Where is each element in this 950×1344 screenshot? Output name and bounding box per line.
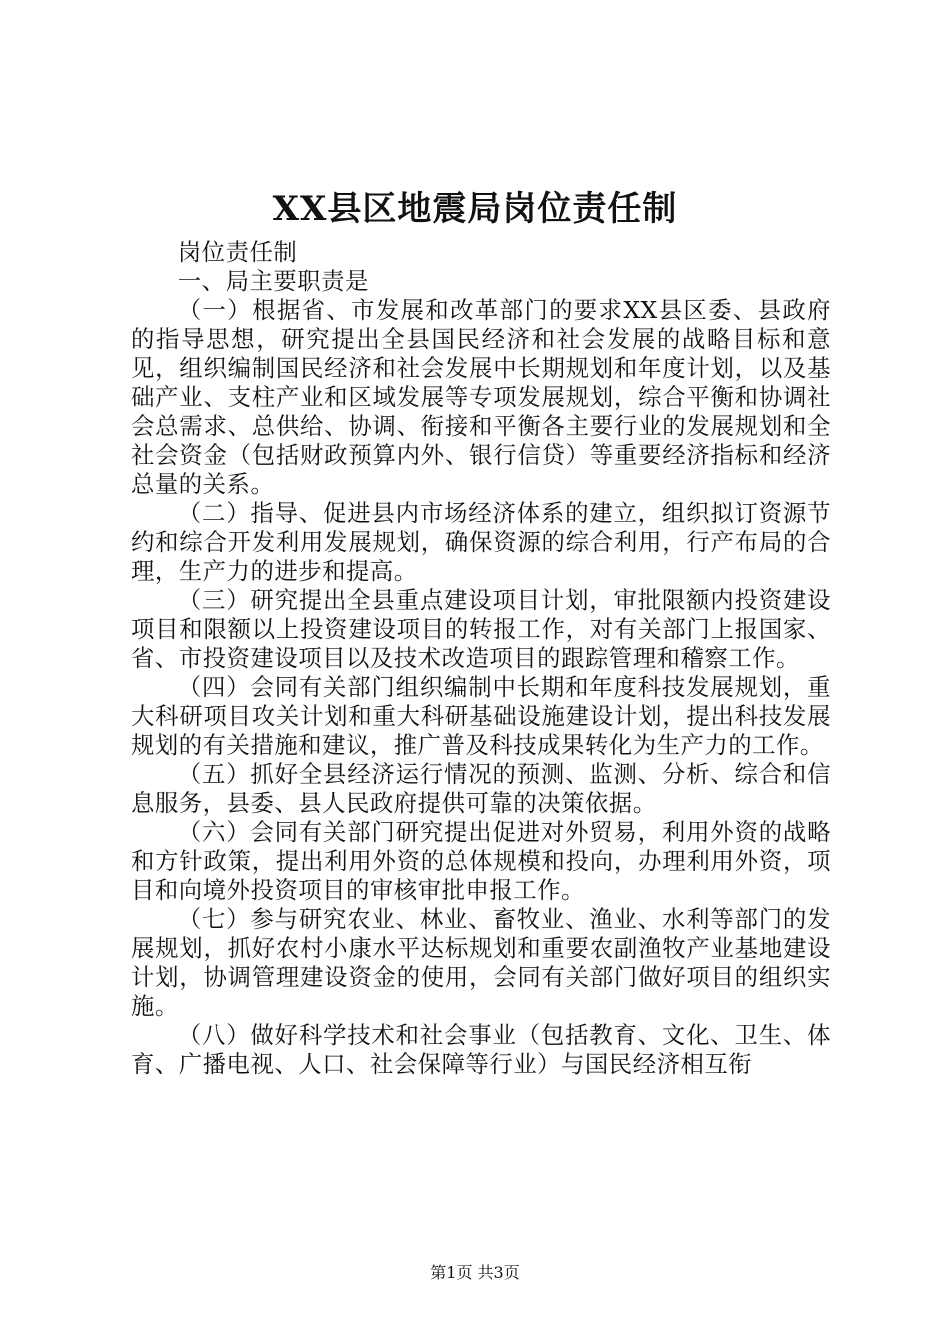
paragraph: 岗位责任制 [177, 238, 298, 266]
paragraph: （五）抓好全县经济运行情况的预测、监测、分析、综合和信息服务，县委、县人民政府提供可靠的决策依据。 [131, 760, 831, 817]
paragraph: （七）参与研究农业、林业、畜牧业、渔业、水利等部门的发展规划，抓好农村小康水平达标规划和重要农副渔牧产业基地建设计划，协调管理建设资金的使用，会同有关部门做好项目的组织实施。 [131, 905, 831, 1020]
paragraph: （二）指导、促进县内市场经济体系的建立，组织拟订资源节约和综合开发利用发展规划，确保资源的综合利用，行产布局的合理，生产力的进步和提高。 [131, 499, 831, 585]
paragraph: （四）会同有关部门组织编制中长期和年度科技发展规划，重大科研项目攻关计划和重大科研基础设施建设计划，提出科技发展规划的有关措施和建议，推广普及科技成果转化为生产力的工作。 [131, 673, 831, 759]
paragraph: （一）根据省、市发展和改革部门的要求XX县区委、县政府的指导思想，研究提出全县国民经济和社会发展的战略目标和意见，组织编制国民经济和社会发展中长期规划和年度计划，以及基础产业、支柱产业和区域发展等专项发展规划，综合平衡和协调社会总需求、总供给、协调、衔接和平衡各主要行业的发展规划和全社会资金（包括财政预算内外、银行信贷）等重要经济指标和经济总量的关系。 [131, 296, 831, 498]
page-footer: 第1页 共3页 [430, 1263, 520, 1282]
document-body [131, 238, 831, 1079]
paragraph: （八）做好科学技术和社会事业（包括教育、文化、卫生、体育、广播电视、人口、社会保障等行业）与国民经济相互衔 [131, 1021, 831, 1078]
paragraph: （三）研究提出全县重点建设项目计划，审批限额内投资建设项目和限额以上投资建设项目的转报工作，对有关部门上报国家、省、市投资建设项目以及技术改造项目的跟踪管理和稽察工作。 [131, 586, 831, 672]
document-title: XX县区地震局岗位责任制 [272, 189, 678, 229]
paragraph: （六）会同有关部门研究提出促进对外贸易，利用外资的战略和方针政策，提出利用外资的总体规模和投向，办理利用外资，项目和向境外投资项目的审核审批申报工作。 [131, 818, 831, 904]
paragraph: 一、局主要职责是 [177, 267, 369, 295]
